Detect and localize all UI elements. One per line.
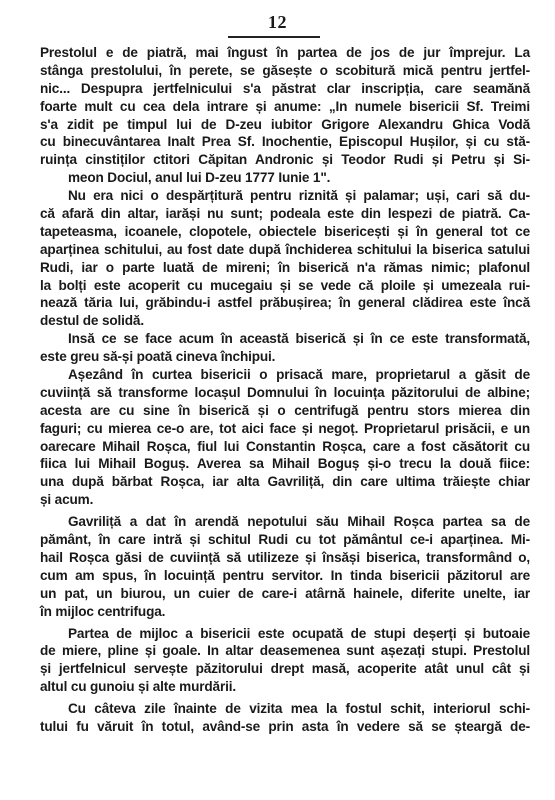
text-line: ruința cinstiților ctitori Căpitan Andronic și Teodor Rudi și Petru și Si- — [40, 152, 530, 168]
text-line: Prestolul e de piatră, mai îngust în partea de jos de jur împrejur. La — [40, 45, 530, 60]
text-line: tapeteasma, icoanele, clopotele, obiectele bisericești și în general tot ce — [40, 223, 530, 239]
text-line: și acum. — [40, 492, 94, 508]
text-line: altul cu gunoiu și alte murdării. — [40, 679, 236, 695]
text-line: oarecare Mihail Roșca, fiul lui Constantin Roșca, care a fost căsătorit cu — [40, 438, 530, 454]
text-line: Rudi, iar o parte luată de mireni; în biserică n'a rămas nimic; plafonul — [40, 259, 530, 275]
text-line: s'a zidit pe timpul lui de D-zeu iubitor Grigore Alexandru Ghica Vodă — [40, 116, 530, 132]
text-line: Așezând în curtea bisericii o prisacă mare, proprietarul a găsit de — [68, 367, 530, 383]
text-line: fiica lui Mihail Boguș. Averea sa Mihail Boguș și-o trecu la două fiice: — [40, 456, 530, 472]
text-line: hail Roșca găsi de cuviință să utilizeze și însăși biserica, transformând o, — [40, 549, 530, 565]
text-line: destul de solidă. — [40, 313, 144, 329]
text-line: Insă ce se face acum în această biserică și în ce este transformată, — [68, 331, 530, 347]
text-line: este greu să-și poată cineva închipui. — [40, 349, 276, 365]
page-number: 12 — [268, 12, 287, 32]
text-line: cu binecuvântarea Inalt Prea Sf. Inochentie, Episcopul Hușilor, și cu stă- — [40, 134, 530, 150]
text-line: cum am spus, în locuință pentru servitor. In tinda bisericii păzitorul are — [40, 567, 530, 583]
text-line: la bolți este acoperit cu mucegaiu și se vede că ploile și umezeala rui- — [40, 277, 530, 293]
text-line: foarte mult cu cea dela intrare și anume: „In numele bisericii Sf. Treimi — [40, 98, 530, 114]
text-line: că afară din altar, iarăși nu sunt; podeala este din lespezi de piatră. Ca- — [40, 206, 530, 222]
text-line: de miere, pline și goale. In altar deasemenea sunt așezați stupi. Prestolul — [40, 643, 530, 659]
text-line: Gavriliță a dat în arendă nepotului său Mihail Roșca partea sa de — [68, 514, 530, 530]
text-line: cuviință să transforme locașul Domnului în locuința păzitorului de albine; — [40, 384, 530, 400]
text-line: stânga prestolului, în perete, se găsește o scobitură mică pentru jertfel- — [40, 62, 530, 78]
text-line: Partea de mijloc a bisericii este ocupată de stupi deșerți și butoaie — [68, 625, 530, 641]
page-number-underline — [228, 36, 320, 38]
text-line: nează tăria lui, grăbindu-i astfel prăbușirea; în general clădirea este încă — [40, 295, 530, 311]
text-line: un pat, un biurou, un cuier de care-i atârnă hainele, diferite unelte, iar — [40, 585, 530, 601]
text-line: Cu câteva zile înainte de vizita mea la fostul schit, interiorul schi- — [68, 701, 530, 717]
text-line: una după bărbat Roșca, iar alta Gavriliță, din care ultima trăiește chiar — [40, 474, 530, 490]
text-line: tului fu văruit în totul, având-se prin asta în vedere să se șteargă de- — [40, 718, 530, 734]
text-line: aparținea schitului, au fost date după închiderea schitului la biserica satului — [40, 241, 530, 257]
text-line: meon Dociul, anul lui D-zeu 1777 Iunie 1". — [68, 170, 331, 186]
text-line: faguri; cu mierea ce-o are, tot aici face și negoț. Proprietarul prisăcii, e un — [40, 420, 530, 436]
text-line: acesta are cu sine în biserică și o centrifugă pentru stors mierea din — [40, 402, 530, 418]
text-line: în mijloc centrifuga. — [40, 603, 166, 619]
body-text — [40, 44, 530, 736]
text-line: nic... Despupra jertfelnicului s'a păstrat clar inscripția, care seamănă — [40, 80, 530, 96]
text-line: Nu era nici o despărțitură pentru riznită și palamar; uși, cari să du- — [68, 188, 530, 204]
text-line: pământ, în care intră și schitul Rudi cu tot pământul ce-i aparținea. Mi- — [40, 532, 530, 548]
text-line: și jertfelnicul servește păzitorului drept masă, acoperite atât unul cât și — [40, 661, 530, 677]
